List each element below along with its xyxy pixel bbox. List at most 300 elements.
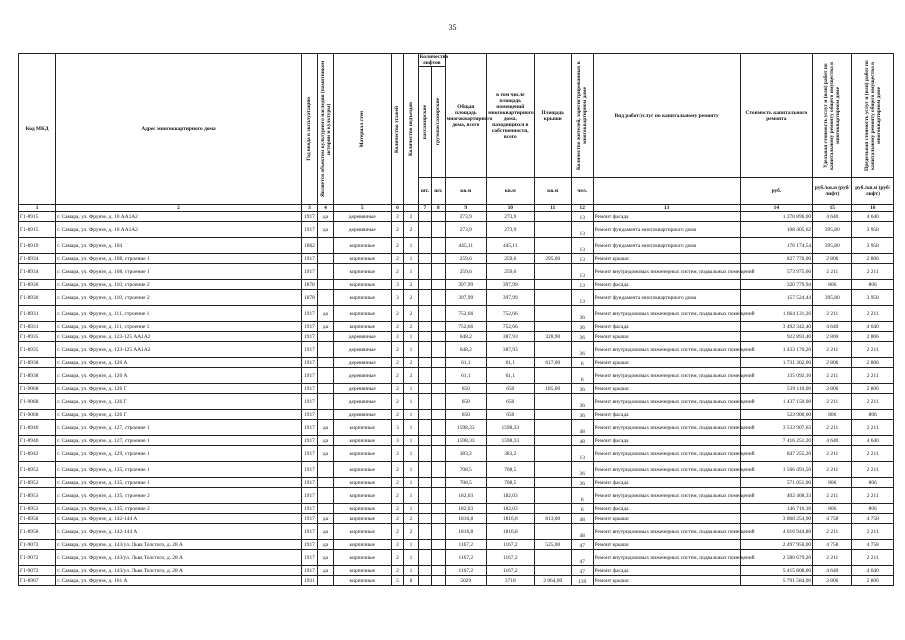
cell-cost: 7 416 251,20 — [740, 436, 812, 446]
cell-residents: 13 — [571, 212, 593, 222]
cell-max-cost: 3 958 — [852, 222, 894, 238]
cell-year: 1917 — [301, 540, 318, 550]
cell-work-type: Ремонт крыши — [593, 576, 740, 586]
cell-area-total: 648,2 — [445, 342, 486, 358]
cell-floors: 3 — [391, 420, 403, 436]
cell-code: Г1-9072 — [19, 566, 56, 576]
cell-residents: 36 — [571, 394, 593, 410]
table-row — [19, 264, 894, 280]
cell-material: деревянные — [333, 410, 391, 420]
cell-entrances: 1 — [404, 394, 418, 410]
cell-address: г. Самара, ул. Фрунзе, д. 142-144 А — [56, 524, 301, 540]
cell-entrances: 2 — [404, 358, 418, 368]
cell-lift-pass — [418, 212, 431, 222]
cell-material: деревянные — [333, 222, 391, 238]
cell-floors: 2 — [391, 478, 403, 488]
cell-max-cost: 2 211 — [852, 446, 894, 462]
cell-year: 1917 — [301, 368, 318, 384]
cell-code: Г1-8934 — [19, 264, 56, 280]
cell-area-own: 1598,33 — [486, 420, 534, 436]
cell-lift-cargo — [432, 280, 445, 290]
cell-area-total: 650 — [445, 394, 486, 410]
cell-work-type: Ремонт фасада — [593, 212, 740, 222]
cell-roof-area — [534, 478, 571, 488]
cell-residents: 48 — [571, 436, 593, 446]
cell-entrances: 2 — [404, 514, 418, 524]
cell-roof-area — [534, 462, 571, 478]
cell-code: Г1-8931 — [19, 306, 56, 322]
cell-cost: 176 174,54 — [740, 238, 812, 254]
cell-roof-area — [534, 420, 571, 436]
cell-lift-cargo — [432, 488, 445, 504]
cell-max-cost: 3 958 — [852, 290, 894, 306]
header-max-cost: Предельная стоимость услуг и (или) работ по капитальному ремонту общего имущества в многоквартирном доме — [863, 60, 882, 171]
cell-area-total: 708,5 — [445, 462, 486, 478]
cell-address: г. Самара, ул. Фрунзе, д. 126 Г — [56, 410, 301, 420]
cell-year: 1917 — [301, 446, 318, 462]
cell-max-cost: 2 806 — [852, 358, 894, 368]
cell-floors: 2 — [391, 524, 403, 540]
cell-max-cost: 2 211 — [852, 368, 894, 384]
cell-work-type: Ремонт внутридомовых инженерных систем, подвальных помещений — [593, 524, 740, 540]
cell-code: Г1-8930 — [19, 280, 56, 290]
cell-address: г. Самара, ул. Фрунзе, д. 135, строение 1 — [56, 478, 301, 488]
cell-address: г. Самара, ул. Фрунзе, д. 126 А — [56, 368, 301, 384]
cell-area-total: 397,99 — [445, 280, 486, 290]
cell-lift-pass — [418, 342, 431, 358]
cell-max-cost: 4 640 — [852, 566, 894, 576]
cell-code: Г1-8958 — [19, 524, 56, 540]
cell-cost: 3 868 254,00 — [740, 514, 812, 524]
cell-cost: 4 016 944,80 — [740, 524, 812, 540]
cell-area-own: 752,66 — [486, 322, 534, 332]
cell-code: Г1-8935 — [19, 332, 56, 342]
cell-residents: 36 — [571, 384, 593, 394]
cell-heritage — [318, 254, 334, 264]
cell-residents: 6 — [571, 504, 593, 514]
cell-year: 1917 — [301, 394, 318, 410]
cell-material: кирпичные — [333, 462, 391, 478]
column-index: 12 — [571, 205, 593, 212]
table-row — [19, 550, 894, 566]
cell-material: кирпичные — [333, 488, 391, 504]
table-row — [19, 410, 894, 420]
cell-work-type: Ремонт внутридомовых инженерных систем, подвальных помещений — [593, 264, 740, 280]
cell-address: г. Самара, ул. Фрунзе, д. 108, строение 1 — [56, 264, 301, 280]
cell-year: 1917 — [301, 566, 318, 576]
column-index: 8 — [432, 205, 445, 212]
cell-code: Г1-8942 — [19, 446, 56, 462]
cell-area-total: 1816,8 — [445, 514, 486, 524]
cell-work-type: Ремонт внутридомовых инженерных систем, подвальных помещений — [593, 420, 740, 436]
cell-work-type: Ремонт крыши — [593, 332, 740, 342]
cell-floors: 3 — [391, 280, 403, 290]
cell-residents: 36 — [571, 462, 593, 478]
cell-year: 1917 — [301, 524, 318, 540]
cell-unit-cost: 2 211 — [813, 462, 852, 478]
cell-code: Г1-8953 — [19, 488, 56, 504]
cell-max-cost: 2 211 — [852, 488, 894, 504]
cell-year: 1917 — [301, 550, 318, 566]
cell-heritage: да — [318, 540, 334, 550]
cell-unit-cost: 395,80 — [813, 238, 852, 254]
cell-area-total: 1167,2 — [445, 540, 486, 550]
cell-cost: 3 492 342,40 — [740, 322, 812, 332]
cell-unit-cost: 395,80 — [813, 290, 852, 306]
cell-lift-pass — [418, 306, 431, 322]
cell-entrances: 1 — [404, 384, 418, 394]
cell-lift-cargo — [432, 462, 445, 478]
cell-floors: 3 — [391, 290, 403, 306]
table-row — [19, 576, 894, 586]
table-row — [19, 280, 894, 290]
cell-unit-cost: 395,80 — [813, 222, 852, 238]
cell-unit-cost: 2 211 — [813, 420, 852, 436]
cell-lift-cargo — [432, 212, 445, 222]
cell-year: 1917 — [301, 410, 318, 420]
cell-roof-area — [534, 212, 571, 222]
cell-max-cost: 2 211 — [852, 264, 894, 280]
header-address: Адрес многоквартирного дома — [56, 54, 301, 205]
cell-residents: 139 — [571, 576, 593, 586]
cell-entrances: 2 — [404, 322, 418, 332]
cell-heritage: да — [318, 524, 334, 540]
cell-year: 1917 — [301, 222, 318, 238]
cell-address: г. Самара, ул. Фрунзе, д. 127, строение 1 — [56, 436, 301, 446]
cell-unit-cost: 2 211 — [813, 394, 852, 410]
cell-max-cost: 4 640 — [852, 212, 894, 222]
column-index: 14 — [740, 205, 812, 212]
cell-max-cost: 2 806 — [852, 384, 894, 394]
cell-cost: 1 566 493,50 — [740, 462, 812, 478]
cell-cost: 573 975,60 — [740, 264, 812, 280]
cell-residents: 13 — [571, 254, 593, 264]
cell-residents: 36 — [571, 478, 593, 488]
cell-unit-cost: 2 211 — [813, 446, 852, 462]
cell-material: деревянные — [333, 358, 391, 368]
cell-floors: 2 — [391, 550, 403, 566]
cell-year: 1917 — [301, 436, 318, 446]
cell-cost: 519 110,00 — [740, 384, 812, 394]
cell-area-total: 752,66 — [445, 306, 486, 322]
table-row — [19, 446, 894, 462]
cell-lift-cargo — [432, 550, 445, 566]
cell-area-total: 397,99 — [445, 290, 486, 306]
cell-material: деревянные — [333, 384, 391, 394]
cell-material: деревянные — [333, 368, 391, 384]
cell-unit-cost: 4 640 — [813, 436, 852, 446]
table-row — [19, 540, 894, 550]
capital-repair-table — [18, 53, 894, 586]
cell-max-cost: 806 — [852, 504, 894, 514]
cell-cost: 320 779,94 — [740, 280, 812, 290]
cell-work-type: Ремонт крыши — [593, 254, 740, 264]
cell-lift-pass — [418, 550, 431, 566]
cell-code: Г1-8915 — [19, 212, 56, 222]
cell-entrances: 8 — [404, 576, 418, 586]
table-row — [19, 462, 894, 478]
cell-address: г. Самара, ул. Фрунзе, д. 142-144 А — [56, 514, 301, 524]
header-lift-pass: пассажирские — [421, 104, 428, 140]
cell-area-total: 650 — [445, 410, 486, 420]
cell-code: Г1-8934 — [19, 254, 56, 264]
cell-address: г. Самара, ул. Фрунзе, д. 161 А — [56, 576, 301, 586]
cell-heritage: да — [318, 436, 334, 446]
cell-roof-area: 328,90 — [534, 332, 571, 342]
cell-material: кирпичные — [333, 238, 391, 254]
cell-roof-area — [534, 290, 571, 306]
cell-lift-cargo — [432, 264, 445, 280]
cell-area-own: 259,6 — [486, 264, 534, 280]
cell-area-total: 182,03 — [445, 504, 486, 514]
cell-max-cost: 4 640 — [852, 322, 894, 332]
cell-area-total: 708,5 — [445, 478, 486, 488]
cell-address: г. Самара, ул. Фрунзе, д. 111, строение 1 — [56, 322, 301, 332]
cell-work-type: Ремонт фасада — [593, 280, 740, 290]
cell-area-own: 752,66 — [486, 306, 534, 322]
column-index: 16 — [852, 205, 894, 212]
cell-work-type: Ремонт внутридомовых инженерных систем, подвальных помещений — [593, 368, 740, 384]
cell-residents: 48 — [571, 524, 593, 540]
cell-address: г. Самара, ул. Фрунзе, д. 129, строение 1 — [56, 446, 301, 462]
cell-heritage — [318, 332, 334, 342]
cell-residents: 47 — [571, 550, 593, 566]
cell-roof-area — [534, 342, 571, 358]
cell-year: 1931 — [301, 576, 318, 586]
cell-lift-pass — [418, 322, 431, 332]
cell-lift-cargo — [432, 358, 445, 368]
cell-unit-cost: 2 806 — [813, 576, 852, 586]
table-row — [19, 478, 894, 488]
cell-floors: 2 — [391, 514, 403, 524]
table-row — [19, 222, 894, 238]
cell-lift-cargo — [432, 368, 445, 384]
cell-unit-cost: 2 211 — [813, 368, 852, 384]
cell-heritage: да — [318, 222, 334, 238]
cell-area-own: 1167,2 — [486, 550, 534, 566]
cell-area-total: 61,1 — [445, 358, 486, 368]
cell-year: 1917 — [301, 504, 318, 514]
cell-floors: 2 — [391, 254, 403, 264]
cell-lift-cargo — [432, 420, 445, 436]
cell-cost: 146 716,18 — [740, 504, 812, 514]
cell-cost: 2 580 679,20 — [740, 550, 812, 566]
cell-address: г. Самара, ул. Фрунзе, д. 135, строение 2 — [56, 488, 301, 504]
cell-year: 1917 — [301, 254, 318, 264]
cell-code: Г1-8958 — [19, 514, 56, 524]
cell-lift-pass — [418, 384, 431, 394]
unit-pcs: шт. — [418, 178, 431, 205]
cell-floors: 2 — [391, 238, 403, 254]
table-row — [19, 384, 894, 394]
cell-work-type: Ремонт фасада — [593, 478, 740, 488]
cell-unit-cost: 4 640 — [813, 322, 852, 332]
table-row — [19, 420, 894, 436]
cell-roof-area — [534, 488, 571, 504]
cell-entrances: 1 — [404, 264, 418, 280]
cell-unit-cost: 2 211 — [813, 550, 852, 566]
cell-lift-cargo — [432, 446, 445, 462]
cell-heritage: да — [318, 566, 334, 576]
cell-entrances: 1 — [404, 462, 418, 478]
cell-lift-cargo — [432, 290, 445, 306]
cell-lift-pass — [418, 358, 431, 368]
cell-entrances: 1 — [404, 540, 418, 550]
cell-roof-area — [534, 280, 571, 290]
cell-unit-cost: 2 211 — [813, 306, 852, 322]
cell-lift-cargo — [432, 566, 445, 576]
table-row — [19, 436, 894, 446]
cell-code: Г1-9068 — [19, 394, 56, 410]
cell-floors: 2 — [391, 368, 403, 384]
cell-lift-pass — [418, 488, 431, 504]
cell-area-total: 273,9 — [445, 222, 486, 238]
cell-address: г. Самара, ул. Фрунзе, д. 110, строение 2 — [56, 290, 301, 306]
cell-residents: 13 — [571, 238, 593, 254]
table-row — [19, 394, 894, 410]
cell-material: кирпичные — [333, 566, 391, 576]
cell-lift-cargo — [432, 222, 445, 238]
cell-address: г. Самара, ул. Фрунзе, д. 143/ул. Льва Толстого, д. 28 А — [56, 540, 301, 550]
column-index — [404, 205, 418, 212]
cell-address: г. Самара, ул. Фрунзе, д. 126 Г — [56, 394, 301, 410]
cell-entrances: 1 — [404, 342, 418, 358]
cell-residents: 36 — [571, 332, 593, 342]
cell-floors: 3 — [391, 446, 403, 462]
cell-code: Г1-8953 — [19, 504, 56, 514]
unit-sqm: кв.м — [445, 178, 486, 205]
cell-address: г. Самара, ул. Фрунзе, д. 123-125 АА1А2 — [56, 342, 301, 358]
column-index: 10 — [486, 205, 534, 212]
cell-entrances: 2 — [404, 212, 418, 222]
cell-heritage: да — [318, 446, 334, 462]
table-row — [19, 488, 894, 504]
cell-work-type: Ремонт фасада — [593, 410, 740, 420]
cell-entrances: 1 — [404, 478, 418, 488]
cell-material: кирпичные — [333, 576, 391, 586]
cell-material: кирпичные — [333, 550, 391, 566]
cell-cost: 1 437 150,00 — [740, 394, 812, 410]
cell-cost: 922 893,40 — [740, 332, 812, 342]
cell-material: деревянные — [333, 332, 391, 342]
table-row — [19, 212, 894, 222]
column-index: 9 — [445, 205, 486, 212]
column-index: 3 — [301, 205, 318, 212]
cell-material: кирпичные — [333, 290, 391, 306]
cell-heritage — [318, 576, 334, 586]
cell-floors: 2 — [391, 306, 403, 322]
cell-area-own: 397,99 — [486, 280, 534, 290]
cell-residents: 48 — [571, 420, 593, 436]
cell-max-cost: 4 640 — [852, 436, 894, 446]
table-row — [19, 238, 894, 254]
cell-entrances: 1 — [404, 566, 418, 576]
cell-work-type: Ремонт фундамента многоквартирного дома — [593, 222, 740, 238]
cell-heritage — [318, 358, 334, 368]
cell-floors: 2 — [391, 410, 403, 420]
cell-area-own: 1167,2 — [486, 566, 534, 576]
cell-roof-area: 2 064,00 — [534, 576, 571, 586]
table-row — [19, 322, 894, 332]
cell-address: г. Самара, ул. Фрунзе, д. 111, строение 1 — [56, 306, 301, 322]
unit-rub: руб. — [740, 178, 812, 205]
cell-work-type: Ремонт фасада — [593, 566, 740, 576]
cell-year: 1862 — [301, 238, 318, 254]
cell-roof-area — [534, 550, 571, 566]
cell-roof-area: 813,00 — [534, 514, 571, 524]
cell-lift-cargo — [432, 322, 445, 332]
cell-code: Г1-9068 — [19, 384, 56, 394]
cell-code: Г1-8967 — [19, 576, 56, 586]
cell-entrances: 1 — [404, 238, 418, 254]
cell-cost: 1 270 896,00 — [740, 212, 812, 222]
cell-floors: 2 — [391, 540, 403, 550]
cell-year: 1917 — [301, 306, 318, 322]
cell-heritage — [318, 462, 334, 478]
cell-entrances: 1 — [404, 436, 418, 446]
column-index: 1 — [19, 205, 56, 212]
cell-work-type: Ремонт фасада — [593, 322, 740, 332]
cell-area-own: 182,03 — [486, 488, 534, 504]
cell-residents: 13 — [571, 290, 593, 306]
cell-area-own: 397,99 — [486, 290, 534, 306]
cell-code: Г1-9072 — [19, 540, 56, 550]
cell-address: г. Самара, ул. Фрунзе, д. 126 Г — [56, 384, 301, 394]
cell-entrances: 1 — [404, 332, 418, 342]
cell-lift-pass — [418, 478, 431, 488]
cell-area-own: 182,03 — [486, 504, 534, 514]
cell-work-type: Ремонт внутридомовых инженерных систем, подвальных помещений — [593, 446, 740, 462]
cell-max-cost: 2 211 — [852, 420, 894, 436]
header-roof-area: Площадь крыши — [534, 54, 571, 178]
cell-code: Г1-8915 — [19, 222, 56, 238]
column-index: 4 — [318, 205, 334, 212]
cell-lift-cargo — [432, 514, 445, 524]
cell-material: деревянные — [333, 394, 391, 410]
cell-lift-pass — [418, 462, 431, 478]
cell-area-total: 5029 — [445, 576, 486, 586]
cell-area-own: 1816,8 — [486, 524, 534, 540]
cell-unit-cost: 4 758 — [813, 540, 852, 550]
cell-material: кирпичные — [333, 446, 391, 462]
cell-address: г. Самара, ул. Фрунзе, д. 126 А — [56, 358, 301, 368]
cell-residents: 36 — [571, 342, 593, 358]
cell-heritage: да — [318, 306, 334, 322]
cell-lift-pass — [418, 290, 431, 306]
cell-residents: 36 — [571, 322, 593, 332]
cell-year: 1917 — [301, 332, 318, 342]
cell-residents: 6 — [571, 368, 593, 384]
cell-cost: 1 731 302,00 — [740, 358, 812, 368]
cell-material: деревянные — [333, 342, 391, 358]
cell-entrances: 1 — [404, 410, 418, 420]
cell-cost: 3 533 907,63 — [740, 420, 812, 436]
cell-area-total: 648,2 — [445, 332, 486, 342]
cell-unit-cost: 2 806 — [813, 384, 852, 394]
cell-area-total: 752,66 — [445, 322, 486, 332]
cell-floors: 2 — [391, 384, 403, 394]
cell-material: кирпичные — [333, 514, 391, 524]
cell-year: 1878 — [301, 280, 318, 290]
cell-area-own: 1598,33 — [486, 436, 534, 446]
cell-cost: 2 497 950,00 — [740, 540, 812, 550]
cell-unit-cost: 2 806 — [813, 332, 852, 342]
cell-year: 1917 — [301, 212, 318, 222]
cell-lift-cargo — [432, 306, 445, 322]
table-row — [19, 566, 894, 576]
cell-address: г. Самара, ул. Фрунзе, д. 10 АА1А2 — [56, 212, 301, 222]
cell-address: г. Самара, ул. Фрунзе, д. 10 АА1А2 — [56, 222, 301, 238]
